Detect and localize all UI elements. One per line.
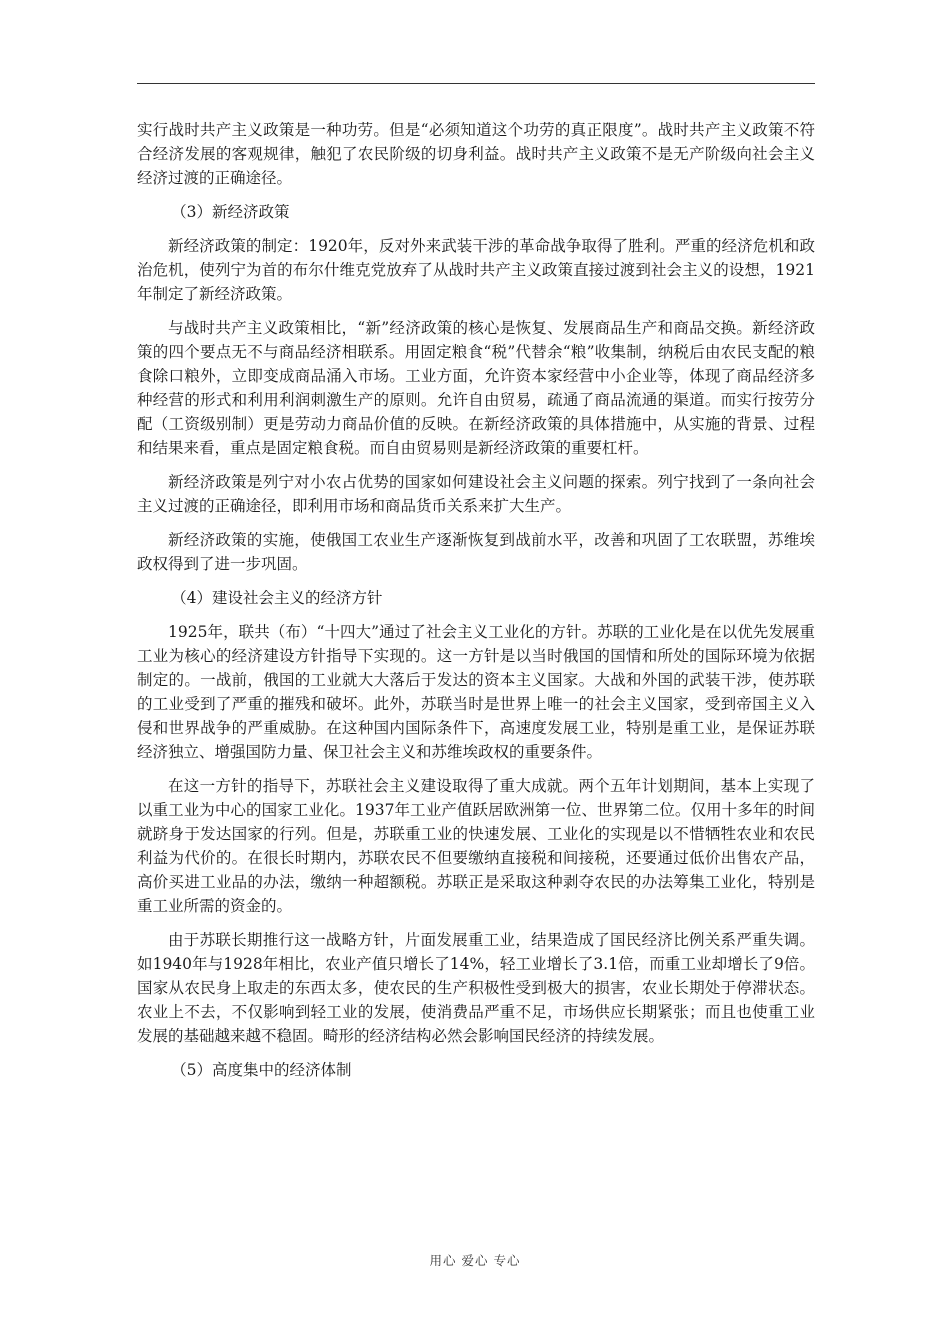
body-paragraph: 实行战时共产主义政策是一种功劳。但是“必须知道这个功劳的真正限度”。战时共产主义政策不符合经济发展的客观规律，触犯了农民阶级的切身利益。战时共产主义政策不是无产阶级向社会主义经济过渡的正确途径。: [137, 121, 815, 187]
body-paragraph: 在这一方针的指导下，苏联社会主义建设取得了重大成就。两个五年计划期间，基本上实现了以重工业为中心的国家工业化。1937年工业产值跃居欧洲第一位、世界第二位。仅用十多年的时间就跻身于发达国家的行列。但是，苏联重工业的快速发展、工业化的实现是以不惜牺牲农业和农民利益为代价的。在很长时期内，苏联农民不但要缴纳直接税和间接税，还要通过低价出售农产品，高价买进工业品的办法，缴纳一种超额税。苏联正是采取这种剥夺农民的办法筹集工业化，特别是重工业所需的资金的。: [137, 777, 815, 915]
body-paragraph: 新经济政策是列宁对小农占优势的国家如何建设社会主义问题的探索。列宁找到了一条向社会主义过渡的正确途径，即利用市场和商品货币关系来扩大生产。: [137, 473, 815, 515]
document-body: [137, 118, 815, 1092]
body-paragraph: 1925年，联共（布）“十四大”通过了社会主义工业化的方针。苏联的工业化是在以优先发展重工业为核心的经济建设方针指导下实现的。这一方针是以当时俄国的国情和所处的国际环境为依据制定的。一战前，俄国的工业就大大落后于发达的资本主义国家。大战和外国的武装干涉，使苏联的工业受到了严重的摧残和破坏。此外，苏联当时是世界上唯一的社会主义国家，受到帝国主义入侵和世界战争的严重威胁。在这种国内国际条件下，高速度发展工业，特别是重工业，是保证苏联经济独立、增强国防力量、保卫社会主义和苏维埃政权的重要条件。: [137, 623, 815, 761]
section-heading: （5）高度集中的经济体制: [171, 1061, 352, 1079]
body-paragraph: 由于苏联长期推行这一战略方针，片面发展重工业，结果造成了国民经济比例关系严重失调。如1940年与1928年相比，农业产值只增长了14%，轻工业增长了3.1倍，而重工业却增长了9倍。国家从农民身上取走的东西太多，使农民的生产积极性受到极大的损害，农业长期处于停滞状态。农业上不去，不仅影响到轻工业的发展，使消费品严重不足，市场供应长期紧张；而且也使重工业发展的基础越来越不稳固。畸形的经济结构必然会影响国民经济的持续发展。: [137, 931, 815, 1045]
page-footer: 用心 爱心 专心: [429, 1253, 521, 1268]
body-paragraph: 与战时共产主义政策相比，“新”经济政策的核心是恢复、发展商品生产和商品交换。新经济政策的四个要点无不与商品经济相联系。用固定粮食“税”代替余“粮”收集制，纳税后由农民支配的粮食除口粮外，立即变成商品涌入市场。工业方面，允许资本家经营中小企业等，体现了商品经济多种经营的形式和利用利润刺激生产的原则。允许自由贸易，疏通了商品流通的渠道。而实行按劳分配（工资级别制）更是劳动力商品价值的反映。在新经济政策的具体措施中，从实施的背景、过程和结果来看，重点是固定粮食税。而自由贸易则是新经济政策的重要杠杆。: [137, 319, 815, 457]
section-heading: （3）新经济政策: [171, 203, 290, 221]
section-heading: （4）建设社会主义的经济方针: [171, 589, 383, 607]
body-paragraph: 新经济政策的制定：1920年，反对外来武装干涉的革命战争取得了胜利。严重的经济危机和政治危机，使列宁为首的布尔什维克党放弃了从战时共产主义政策直接过渡到社会主义的设想，1921年制定了新经济政策。: [137, 237, 815, 303]
header-rule: [137, 83, 815, 84]
body-paragraph: 新经济政策的实施，使俄国工农业生产逐渐恢复到战前水平，改善和巩固了工农联盟，苏维埃政权得到了进一步巩固。: [137, 531, 815, 573]
